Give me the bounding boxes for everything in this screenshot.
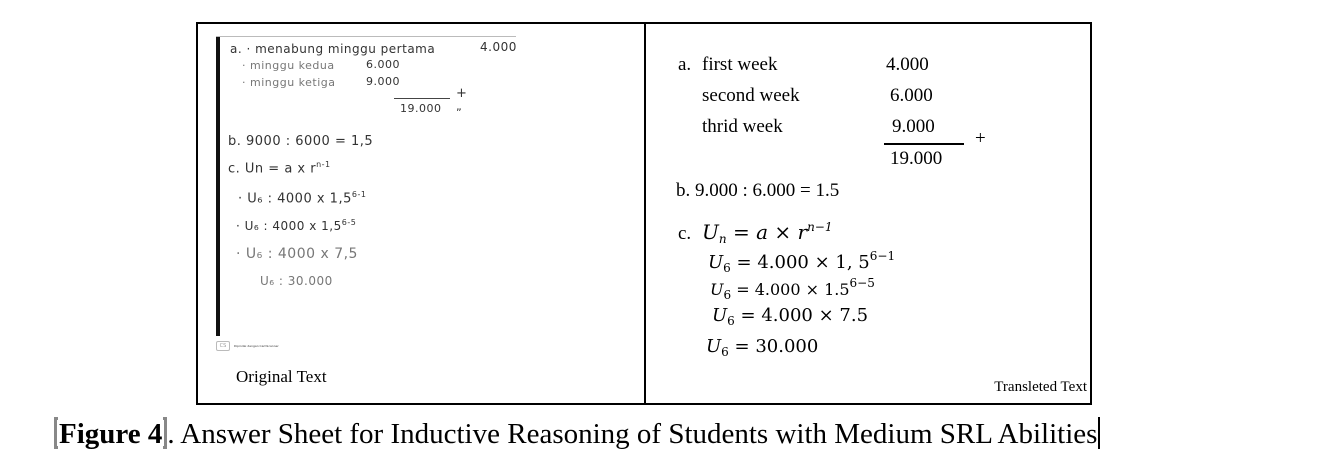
step-1-expr: = 4.000 × 1, 5 (736, 252, 870, 273)
scan-top-edge (216, 36, 516, 37)
translated-text-cell (646, 24, 1090, 403)
row-value-first-week: 4.000 (886, 54, 929, 75)
hw-line-c2 (238, 190, 366, 206)
step-2-var: U (710, 280, 724, 299)
hw-line-b: b. 9000 : 6000 = 1,5 (228, 134, 374, 149)
selection-bracket-left (54, 417, 58, 449)
hw-line-c5: U₆ : 30.000 (260, 274, 333, 288)
figure-caption (54, 417, 1100, 451)
hw-line-c3 (236, 218, 356, 233)
camscanner-text: Dipindai dengan CamScanner (234, 344, 279, 348)
step-4 (706, 336, 818, 357)
hw-line-c3-exp: 6-5 (341, 218, 357, 227)
step-3 (712, 305, 868, 326)
hw-total-mark: „ (456, 100, 463, 113)
camscanner-stamp (216, 341, 279, 351)
formula-r: r (797, 220, 808, 244)
formula-times: × (774, 220, 792, 244)
hw-line-a2: · minggu kedua (242, 59, 335, 72)
hw-line-c (228, 160, 331, 176)
item-a-label: a. (678, 54, 692, 75)
hw-line-a1: a. · menabung minggu pertama (230, 42, 436, 56)
step-2-expr: = 4.000 × 1.5 (736, 280, 850, 299)
formula-lhs: U (702, 220, 719, 244)
hw-value-a2: 6.000 (366, 58, 400, 71)
figure-caption-text: . Answer Sheet for Inductive Reasoning of Students with Medium SRL Abilities (167, 418, 1098, 450)
handwritten-scan (216, 36, 616, 366)
step-3-var: U (712, 305, 728, 326)
step-1-var: U (708, 252, 724, 273)
hw-value-a3: 9.000 (366, 75, 400, 88)
sum-total: 19.000 (890, 148, 943, 169)
formula-un (702, 220, 832, 244)
step-2-sub: 6 (723, 288, 732, 302)
item-c-label: c. (678, 223, 692, 244)
hw-plus-sign: + (456, 86, 468, 101)
hw-line-c4: · U₆ : 4000 x 7,5 (236, 246, 358, 262)
hw-line-c3-text: · U₆ : 4000 x 1,5 (236, 219, 342, 233)
hw-line-c-text: c. Un = a x r (228, 161, 317, 177)
figure-table (196, 22, 1092, 405)
figure-label: Figure 4 (59, 418, 163, 450)
scan-border (216, 36, 220, 336)
row-value-third-week: 9.000 (892, 116, 935, 137)
hw-line-c2-text: · U₆ : 4000 x 1,5 (238, 191, 352, 207)
formula-exp: n−1 (807, 220, 833, 234)
step-2 (710, 276, 875, 302)
sum-line (884, 143, 964, 145)
step-4-var: U (706, 336, 722, 357)
row-value-second-week: 6.000 (890, 85, 933, 106)
item-b-line: b. 9.000 : 6.000 = 1.5 (676, 180, 840, 201)
formula-eq: = (732, 220, 750, 244)
hw-line-a3: · minggu ketiga (242, 76, 336, 89)
row-label-second-week: second week (702, 85, 800, 106)
step-1 (708, 249, 896, 275)
formula-a: a (756, 220, 769, 244)
step-4-expr: = 30.000 (734, 336, 819, 357)
hw-total: 19.000 (400, 102, 442, 115)
hw-line-c2-exp: 6-1 (351, 190, 367, 199)
step-3-expr: = 4.000 × 7.5 (740, 305, 869, 326)
step-3-sub: 6 (727, 314, 735, 328)
step-2-exp: 6−5 (849, 276, 875, 290)
row-label-first-week: first week (702, 54, 778, 75)
step-4-sub: 6 (721, 345, 729, 359)
hw-value-a1: 4.000 (480, 40, 517, 54)
hw-line-c-exp: n-1 (316, 160, 331, 169)
text-cursor (1098, 417, 1100, 449)
row-label-third-week: thrid week (702, 116, 783, 137)
hw-sum-line (394, 98, 450, 99)
formula-lhs-sub: n (718, 232, 727, 246)
plus-sign: + (975, 128, 986, 149)
original-text-label: Original Text (236, 367, 327, 386)
step-1-exp: 6−1 (869, 249, 896, 263)
camscanner-logo-icon: CS (216, 341, 230, 351)
translated-text-label: Transleted Text (994, 379, 1087, 395)
step-1-sub: 6 (723, 261, 731, 275)
original-text-cell (198, 24, 644, 403)
